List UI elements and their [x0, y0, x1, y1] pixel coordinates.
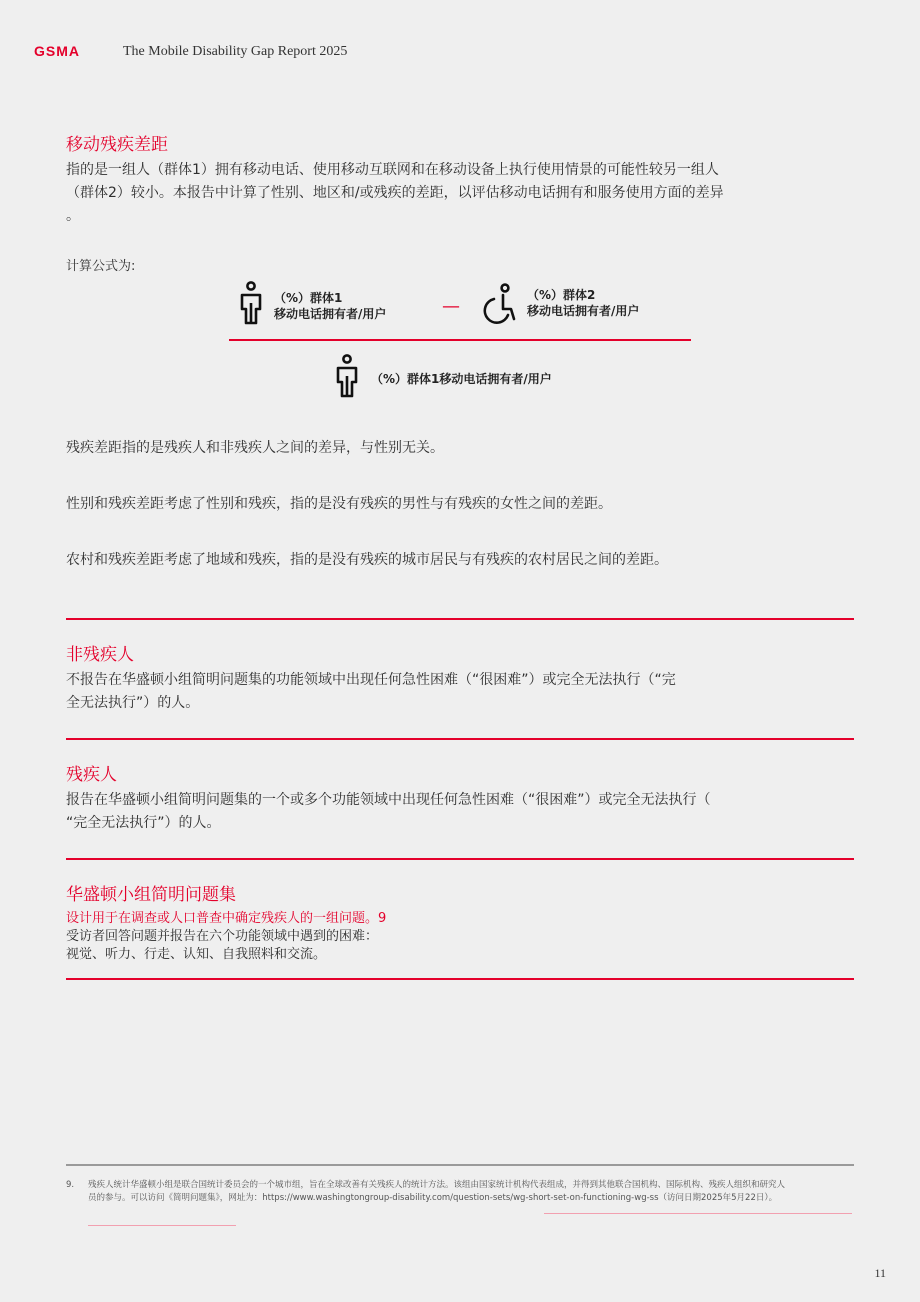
- person-icon: [238, 281, 264, 325]
- group1-owners-label: 移动电话拥有者/用户: [274, 307, 387, 321]
- group1-label: （%）群体1: [274, 291, 343, 305]
- definition-line: 视觉、听力、行走、认知、自我照料和交流。: [66, 947, 327, 962]
- gender-disability-gap-paragraph: 性别和残疾差距考虑了性别和残疾，指的是没有残疾的男性与有残疾的女性之间的差距。: [66, 496, 612, 512]
- section-divider: [66, 618, 854, 620]
- section-divider: [66, 738, 854, 740]
- formula-denominator: （%）群体1移动电话拥有者/用户: [371, 372, 552, 386]
- rural-disability-gap-paragraph: 农村和残疾差距考虑了地域和残疾，指的是没有残疾的城市居民与有残疾的农村居民之间的差距。: [66, 552, 668, 568]
- definition-line: 不报告在华盛顿小组简明问题集的功能领域中出现任何急性困难（“很困难”）或完全无法执行（“完: [66, 672, 676, 688]
- wg-question-set-definition: [66, 910, 386, 964]
- definition-line: “完全无法执行”）的人。: [66, 815, 221, 831]
- group2-numerator: [527, 287, 639, 319]
- wg-highlight-line: 设计用于在调查或人口普查中确定残疾人的一组问题。9: [66, 911, 387, 926]
- report-title: The Mobile Disability Gap Report 2025: [123, 44, 348, 59]
- description-line: 。: [66, 208, 80, 224]
- wheelchair-icon: [481, 283, 517, 325]
- person-icon: [334, 354, 360, 398]
- fraction-bar: [229, 339, 691, 341]
- description-line: （群体2）较小。本报告中计算了性别、地区和/或残疾的差距，以评估移动电话拥有和服务使用方面的差异: [66, 185, 724, 201]
- disabled-title: 残疾人: [66, 765, 117, 785]
- group2-owners-label: 移动电话拥有者/用户: [527, 304, 640, 318]
- formula-label: 计算公式为:: [66, 259, 136, 274]
- section-divider: [66, 858, 854, 860]
- description-line: 指的是一组人（群体1）拥有移动电话、使用移动互联网和在移动设备上执行使用情景的可能性较另一组人: [66, 162, 719, 178]
- gap-description: [66, 159, 846, 228]
- non-disabled-definition: [66, 669, 846, 715]
- link-underline: [544, 1213, 852, 1214]
- disability-gap-paragraph: 残疾差距指的是残疾人和非残疾人之间的差异，与性别无关。: [66, 440, 444, 456]
- minus-sign: —: [442, 296, 460, 317]
- group2-label: （%）群体2: [527, 288, 596, 302]
- wg-question-set-title: 华盛顿小组简明问题集: [66, 885, 236, 905]
- footnote-line: 残疾人统计华盛顿小组是联合国统计委员会的一个城市组，旨在全球改善有关残疾人的统计方法。该组由国家统计机构代表组成，并得到其他联合国机构、国际机构、残疾人组织和研究人: [88, 1180, 786, 1190]
- gsma-logo: GSMA: [34, 43, 80, 59]
- definition-line: 受访者回答问题并报告在六个功能领域中遇到的困难：: [66, 929, 379, 944]
- disabled-definition: [66, 789, 846, 835]
- footnote-text: [88, 1179, 858, 1205]
- footnote-number: 9.: [66, 1180, 75, 1190]
- link-underline: [88, 1225, 236, 1226]
- footnote-line[interactable]: 员的参与。可以访问《简明问题集》，网址为：https://www.washingtongroup-disability.com/question-sets/wg-short-set-on-functioning-wg-ss（访问日期2025年5月22日）。: [88, 1193, 778, 1203]
- non-disabled-title: 非残疾人: [66, 645, 134, 665]
- gap-section-title: 移动残疾差距: [66, 135, 168, 155]
- group1-numerator: [274, 290, 386, 322]
- page-number: 11: [874, 1266, 886, 1280]
- definition-line: 报告在华盛顿小组简明问题集的一个或多个功能领域中出现任何急性困难（“很困难”）或完全无法执行（: [66, 792, 711, 808]
- section-divider: [66, 978, 854, 980]
- footnote-divider: [66, 1164, 854, 1166]
- definition-line: 全无法执行”）的人。: [66, 695, 200, 711]
